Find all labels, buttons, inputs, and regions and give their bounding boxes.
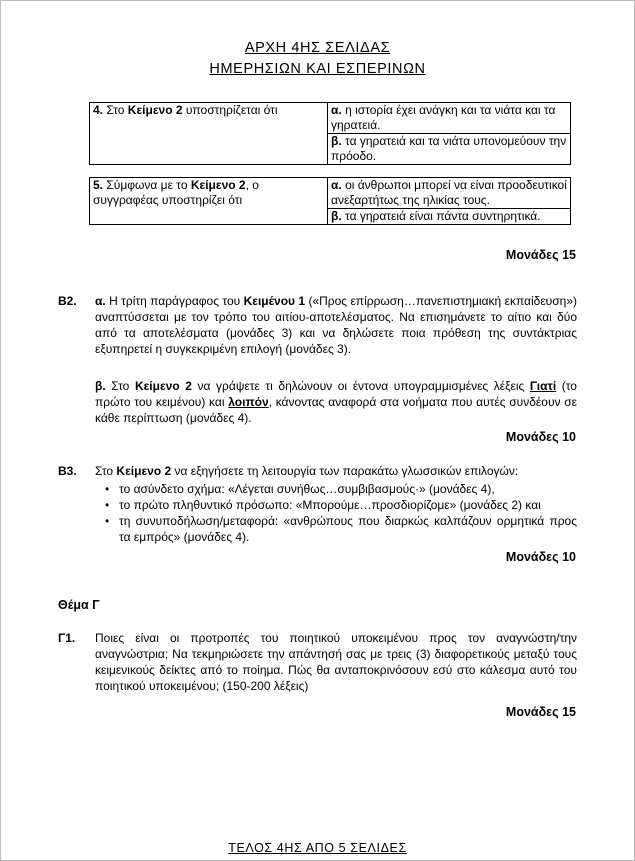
question-5-option-a: α. οι άνθρωποι μπορεί να είναι προοδευτικοί ανεξαρτήτως της ηλικίας τους. bbox=[328, 178, 571, 209]
question-5-cell: 5. Σύμφωνα με το Κείμενο 2, ο συγγραφέας υποστηρίζει ότι bbox=[90, 178, 328, 225]
b3-intro: Στο Κείμενο 2 να εξηγήσετε τη λειτουργία των παρακάτω γλωσσικών επιλογών: bbox=[95, 464, 519, 478]
b3-bullet: • το πρώτο πληθυντικό πρόσωπο: «Μπορούμε…προσδιορίζομε» (μονάδες 2) και bbox=[95, 497, 577, 513]
monades-b2: Μονάδες 10 bbox=[505, 430, 576, 444]
page-footer: ΤΕΛΟΣ 4ΗΣ ΑΠΟ 5 ΣΕΛΙΔΕΣ bbox=[228, 841, 407, 855]
b2-label: Β2. bbox=[58, 294, 77, 308]
header-line-1: ΑΡΧΗ 4ΗΣ ΣΕΛΙΔΑΣ bbox=[244, 40, 391, 56]
b2a-paragraph: α. Η τρίτη παράγραφος του Κειμένου 1 («Προς επίρρωση…πανεπιστημιακή εκπαίδευση») αναπτύσσεται με τον τρόπο του αιτίου-αποτελέσματος. Να επισημάνετε το αίτιο και δύο από τα αποτελέσματα (μονάδες 3) και να δηλώσετε ποια πρόθεση της συντάκτριας εξυπηρετεί η συγκεκριμένη επιλογή (μονάδες 3). bbox=[95, 294, 577, 356]
question-5-option-b: β. τα γηρατειά είναι πάντα συντηρητικά. bbox=[328, 209, 571, 225]
question-4-table bbox=[89, 102, 571, 165]
header-line-2: ΗΜΕΡΗΣΙΩΝ ΚΑΙ ΕΣΠΕΡΙΝΩΝ bbox=[209, 61, 426, 77]
b2b-paragraph: β. Στο Κείμενο 2 να γράψετε τι δηλώνουν οι έντονα υπογραμμισμένες λέξεις Γιατί (το πρώτο του κειμένου) και λοιπόν, κάνοντας αναφορά στα νοήματα που αυτές συνδέουν σε κάθε περίπτωση (μονάδες 4). bbox=[95, 379, 577, 425]
g1-label: Γ1. bbox=[58, 631, 76, 645]
b3-bullet: • τη συνυποδήλωση/μεταφορά: «ανθρώπους που διαρκώς καλπάζουν ορμητικά προς τα εμπρός» (μονάδες 4). bbox=[95, 513, 577, 545]
monades-b1: Μονάδες 15 bbox=[505, 248, 576, 262]
question-4-option-a: α. η ιστορία έχει ανάγκη και τα νιάτα και τα γηρατειά. bbox=[328, 103, 571, 134]
question-4-cell: 4. Στο Κείμενο 2 υποστηρίζεται ότι bbox=[90, 103, 328, 165]
monades-g1: Μονάδες 15 bbox=[505, 705, 576, 719]
b3-bullet-list bbox=[95, 481, 577, 545]
b3-bullet: • το ασύνδετο σχήμα: «Λέγεται συνήθως…συμβιβασμούς·» (μονάδες 4), bbox=[95, 481, 577, 497]
monades-b3: Μονάδες 10 bbox=[505, 550, 576, 564]
thema-g-heading: Θέμα Γ bbox=[58, 598, 100, 612]
g1-paragraph: Ποιες είναι οι προτροπές του ποιητικού υποκειμένου προς τον αναγνώστη/την αναγνώστρια; Να τεκμηριώσετε την απάντησή σας με τρεις (3) διαφορετικούς μεταξύ τους κειμενικούς δείκτες από το ποίημα. Πώς θα ανταποκρινόσουν εσύ στο κάλεσμα αυτό του ποιητικού υποκειμένου; (150-200 λέξεις) bbox=[95, 631, 577, 693]
b3-label: Β3. bbox=[58, 464, 77, 478]
question-4-option-b: β. τα γηρατειά και τα νιάτα υπονομεύουν την πρόοδο. bbox=[328, 134, 571, 165]
question-5-table bbox=[89, 177, 571, 225]
